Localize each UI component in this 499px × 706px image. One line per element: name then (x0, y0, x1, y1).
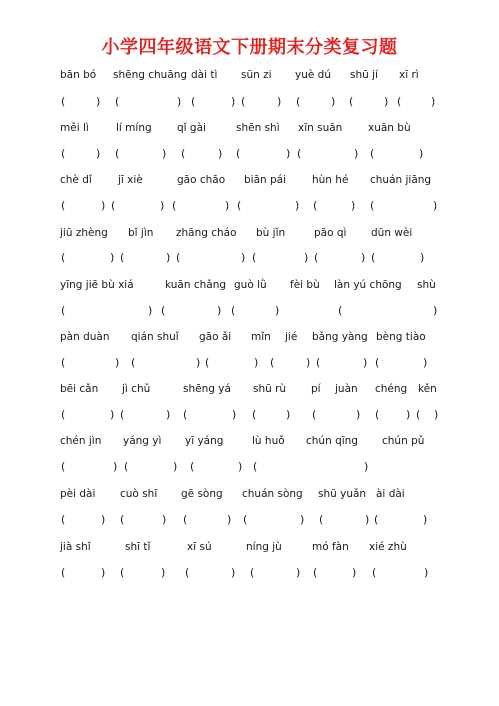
open-paren: ( (252, 408, 257, 421)
close-paren: ) (300, 513, 305, 526)
open-paren: ( (61, 566, 66, 579)
pinyin-row (0, 121, 499, 139)
bracket-row (0, 513, 499, 531)
open-paren: ( (61, 460, 66, 473)
close-paren: ) (431, 95, 436, 108)
close-paren: ) (331, 95, 336, 108)
pinyin-word: ài dài (376, 488, 405, 500)
open-paren: ( (252, 251, 257, 264)
close-paren: ) (225, 199, 230, 212)
pinyin-word: yáng yì (123, 435, 162, 447)
pinyin-word: qián shuǐ (131, 331, 179, 343)
pinyin-word: chuán jiāng (370, 174, 432, 186)
close-paren: ) (218, 147, 223, 160)
open-paren: ( (253, 460, 258, 473)
open-paren: ( (131, 356, 136, 369)
open-paren: ( (370, 147, 375, 160)
pinyin-word: jì chǔ (122, 383, 151, 395)
pinyin-row (0, 434, 499, 452)
pinyin-word: fèi bù (290, 279, 320, 291)
pinyin-word: yuè dú (295, 69, 331, 81)
close-paren: ) (423, 513, 428, 526)
pinyin-word: bèng tiào (376, 331, 426, 343)
open-paren: ( (61, 95, 66, 108)
pinyin-word: pí (311, 383, 321, 395)
bracket-row (0, 408, 499, 426)
pinyin-word: yī yáng (185, 435, 224, 447)
close-paren: ) (419, 147, 424, 160)
close-paren: ) (286, 408, 291, 421)
open-paren: ( (120, 513, 125, 526)
close-paren: ) (231, 566, 236, 579)
open-paren: ( (313, 566, 318, 579)
close-paren: ) (434, 408, 439, 421)
close-paren: ) (113, 460, 118, 473)
pinyin-row (0, 173, 499, 191)
pinyin-row (0, 278, 499, 296)
pinyin-word: dài tì (191, 69, 218, 81)
pinyin-word: chè dǐ (60, 174, 92, 186)
open-paren: ( (316, 356, 321, 369)
close-paren: ) (101, 199, 106, 212)
close-paren: ) (433, 199, 438, 212)
open-paren: ( (161, 304, 166, 317)
close-paren: ) (217, 304, 222, 317)
open-paren: ( (371, 251, 376, 264)
pinyin-word: xuān bù (368, 122, 411, 134)
open-paren: ( (237, 199, 242, 212)
bracket-row (0, 147, 499, 165)
close-paren: ) (277, 95, 282, 108)
pinyin-word: bēi cǎn (60, 383, 99, 395)
close-paren: ) (296, 566, 301, 579)
pinyin-word: mǐn (251, 331, 271, 343)
open-paren: ( (176, 251, 181, 264)
close-paren: ) (101, 566, 106, 579)
close-paren: ) (96, 95, 101, 108)
pinyin-word: lù huǒ (252, 435, 285, 447)
pinyin-word: chún qīng (306, 435, 358, 447)
pinyin-word: qǐ gài (177, 122, 206, 134)
pinyin-word: shū rù (253, 383, 287, 395)
close-paren: ) (351, 199, 356, 212)
open-paren: ( (61, 513, 66, 526)
pinyin-word: shēng chuāng (113, 69, 188, 81)
open-paren: ( (61, 147, 66, 160)
close-paren: ) (365, 513, 370, 526)
pinyin-word: chuán sòng (242, 488, 303, 500)
bracket-row (0, 460, 499, 478)
open-paren: ( (183, 513, 188, 526)
pinyin-word: chún pǔ (382, 435, 425, 447)
close-paren: ) (162, 147, 167, 160)
close-paren: ) (160, 199, 165, 212)
page-title: 小学四年级语文下册期末分类复习题 (101, 37, 398, 58)
close-paren: ) (173, 460, 178, 473)
pinyin-word: xī rì (399, 69, 419, 81)
pinyin-word: chéng (375, 383, 408, 395)
open-paren: ( (191, 95, 196, 108)
open-paren: ( (124, 460, 129, 473)
close-paren: ) (161, 566, 166, 579)
pinyin-word: zhāng cháo (176, 227, 237, 239)
open-paren: ( (120, 408, 125, 421)
close-paren: ) (232, 408, 237, 421)
pinyin-word: bān bó (60, 69, 97, 81)
pinyin-word: kuān chǎng (165, 279, 227, 291)
pinyin-word: jī xiè (118, 174, 143, 186)
pinyin-row (0, 540, 499, 558)
pinyin-word: sūn zi (241, 69, 272, 81)
open-paren: ( (375, 356, 380, 369)
bracket-row (0, 356, 499, 374)
open-paren: ( (375, 408, 380, 421)
pinyin-word: mó fàn (312, 541, 349, 553)
close-paren: ) (101, 513, 106, 526)
open-paren: ( (313, 199, 318, 212)
pinyin-word: lí míng (116, 122, 152, 134)
close-paren: ) (295, 199, 300, 212)
open-paren: ( (314, 251, 319, 264)
close-paren: ) (363, 356, 368, 369)
pinyin-word: jiū zhèng (60, 227, 108, 239)
pinyin-word: shēn shì (236, 122, 280, 134)
open-paren: ( (120, 566, 125, 579)
open-paren: ( (185, 566, 190, 579)
close-paren: ) (364, 460, 369, 473)
pinyin-word: měi lì (60, 122, 89, 134)
close-paren: ) (424, 566, 429, 579)
close-paren: ) (433, 304, 438, 317)
pinyin-word: bù jǐn (256, 227, 286, 239)
close-paren: ) (227, 513, 232, 526)
close-paren: ) (304, 251, 309, 264)
open-paren: ( (61, 408, 66, 421)
close-paren: ) (177, 95, 182, 108)
open-paren: ( (205, 356, 210, 369)
pinyin-row (0, 330, 499, 348)
pinyin-word: cuò shī (120, 488, 158, 500)
open-paren: ( (115, 95, 120, 108)
open-paren: ( (397, 95, 402, 108)
open-paren: ( (61, 356, 66, 369)
open-paren: ( (61, 251, 66, 264)
pinyin-word: dūn wèi (371, 227, 413, 239)
pinyin-word: jié (285, 331, 298, 343)
pinyin-word: yīng jiē bù xiá (60, 279, 134, 291)
close-paren: ) (384, 95, 389, 108)
open-paren: ( (250, 566, 255, 579)
close-paren: ) (356, 408, 361, 421)
pinyin-word: xié zhù (369, 541, 407, 553)
close-paren: ) (96, 147, 101, 160)
pinyin-word: níng jù (246, 541, 282, 553)
open-paren: ( (231, 304, 236, 317)
close-paren: ) (238, 460, 243, 473)
close-paren: ) (361, 251, 366, 264)
pinyin-row (0, 226, 499, 244)
close-paren: ) (352, 566, 357, 579)
close-paren: ) (354, 147, 359, 160)
pinyin-word: shū yuǎn (318, 488, 367, 500)
close-paren: ) (254, 356, 259, 369)
pinyin-word: shēng yá (183, 383, 231, 395)
bracket-row (0, 304, 499, 322)
close-paren: ) (306, 356, 311, 369)
open-paren: ( (181, 147, 186, 160)
open-paren: ( (243, 513, 248, 526)
close-paren: ) (286, 147, 291, 160)
open-paren: ( (416, 408, 421, 421)
pinyin-row (0, 68, 499, 86)
pinyin-word: chén jìn (60, 435, 102, 447)
bracket-row (0, 251, 499, 269)
pinyin-word: hùn hé (312, 174, 349, 186)
open-paren: ( (270, 356, 275, 369)
pinyin-word: juàn (335, 383, 358, 395)
bracket-row (0, 199, 499, 217)
open-paren: ( (296, 95, 301, 108)
open-paren: ( (115, 147, 120, 160)
pinyin-word: shù (417, 279, 436, 291)
open-paren: ( (370, 199, 375, 212)
pinyin-word: biān pái (244, 174, 287, 186)
open-paren: ( (172, 199, 177, 212)
open-paren: ( (61, 199, 66, 212)
pinyin-word: pàn duàn (60, 331, 110, 343)
pinyin-word: gē sòng (181, 488, 223, 500)
open-paren: ( (111, 199, 116, 212)
pinyin-word: jià shǐ (60, 541, 91, 553)
open-paren: ( (190, 460, 195, 473)
close-paren: ) (148, 304, 153, 317)
close-paren: ) (420, 251, 425, 264)
bracket-row (0, 95, 499, 113)
pinyin-word: shū jí (350, 69, 378, 81)
pinyin-row (0, 487, 499, 505)
open-paren: ( (312, 408, 317, 421)
close-paren: ) (231, 95, 236, 108)
open-paren: ( (61, 304, 66, 317)
pinyin-word: guò lǜ (234, 279, 267, 291)
pinyin-word: làn yú chōng (334, 279, 402, 291)
open-paren: ( (319, 513, 324, 526)
open-paren: ( (297, 147, 302, 160)
pinyin-word: shī tǐ (125, 541, 151, 553)
close-paren: ) (275, 304, 280, 317)
bracket-row (0, 566, 499, 584)
close-paren: ) (406, 408, 411, 421)
open-paren: ( (236, 147, 241, 160)
close-paren: ) (166, 251, 171, 264)
pinyin-word: xī sú (187, 541, 212, 553)
pinyin-word: pèi dài (60, 488, 96, 500)
open-paren: ( (374, 513, 379, 526)
open-paren: ( (241, 95, 246, 108)
open-paren: ( (372, 566, 377, 579)
close-paren: ) (162, 513, 167, 526)
pinyin-row (0, 382, 499, 400)
open-paren: ( (183, 408, 188, 421)
open-paren: ( (349, 95, 354, 108)
pinyin-word: xīn suān (298, 122, 343, 134)
close-paren: ) (115, 356, 120, 369)
pinyin-word: gāo ǎi (199, 331, 232, 343)
open-paren: ( (120, 251, 125, 264)
close-paren: ) (423, 356, 428, 369)
pinyin-word: gāo chāo (177, 174, 226, 186)
close-paren: ) (110, 408, 115, 421)
pinyin-word: kěn (418, 383, 437, 395)
close-paren: ) (110, 251, 115, 264)
close-paren: ) (196, 356, 201, 369)
pinyin-word: bǐ jìn (128, 227, 154, 239)
close-paren: ) (241, 251, 246, 264)
close-paren: ) (166, 408, 171, 421)
open-paren: ( (338, 304, 343, 317)
pinyin-word: pāo qì (314, 227, 347, 239)
pinyin-word: bǎng yàng (312, 331, 368, 343)
